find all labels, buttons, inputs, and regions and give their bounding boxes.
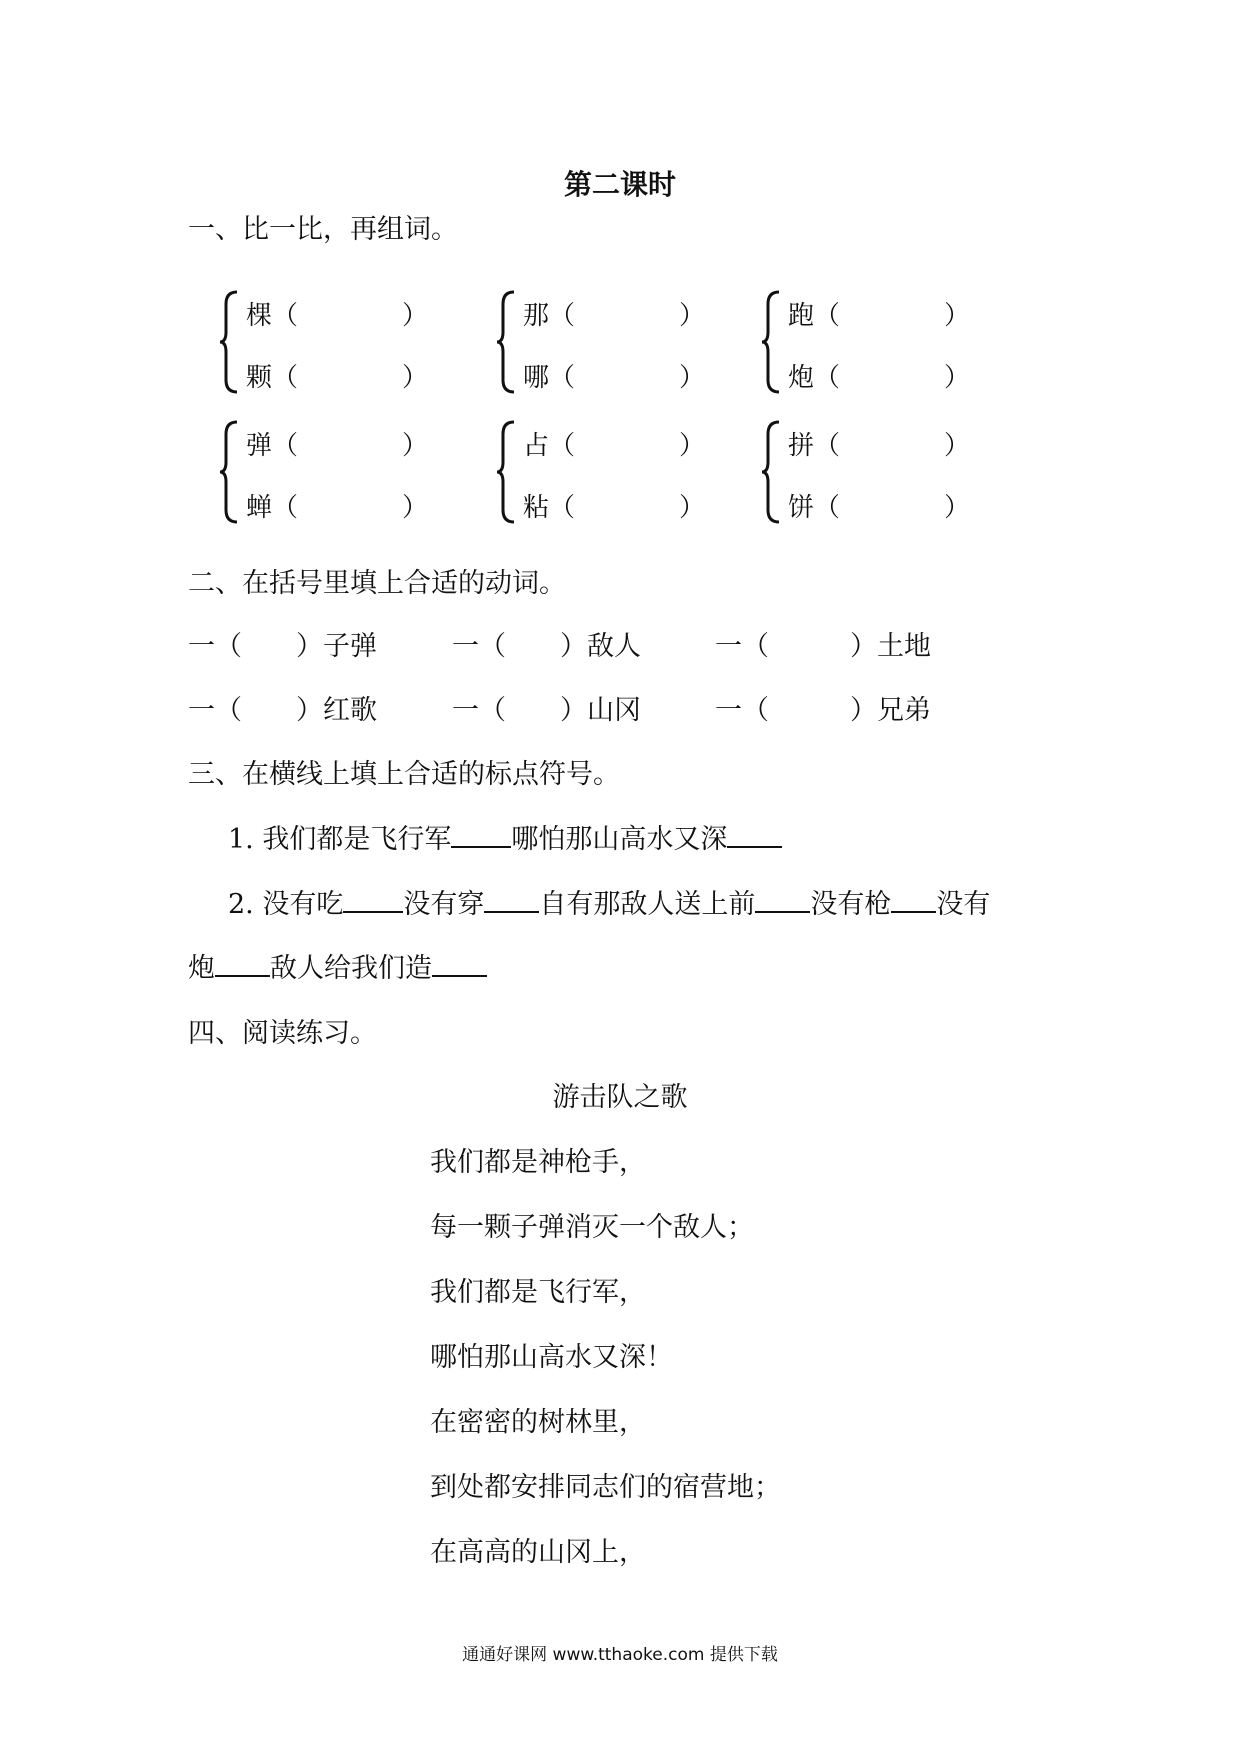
left-brace-icon [760, 420, 782, 524]
sentence-fragment: 没有 [936, 889, 991, 920]
verb-blank-item: 一（ ）敌人 [452, 631, 641, 662]
punctuation-line-2 [228, 882, 990, 921]
answer-blank[interactable] [215, 953, 270, 977]
sentence-fragment: 没有穿 [403, 889, 485, 920]
left-brace-icon [218, 420, 240, 524]
sentence-fragment: 敌人给我们造 [270, 953, 432, 984]
punctuation-line-3 [188, 946, 487, 985]
word-pair-second: 颗（ ） [246, 363, 429, 393]
sentence-fragment: 1. 我们都是飞行军 [228, 824, 452, 855]
word-pair-second: 蝉（ ） [246, 493, 429, 523]
word-pair-second: 饼（ ） [788, 493, 971, 523]
answer-blank[interactable] [891, 889, 936, 913]
answer-blank[interactable] [343, 889, 403, 913]
verb-blank-item: 一（ ）土地 [715, 631, 931, 662]
answer-blank[interactable] [484, 889, 539, 913]
answer-blank[interactable] [727, 824, 782, 848]
poem-line: 在高高的山冈上， [430, 1537, 646, 1568]
sentence-fragment: 炮 [188, 953, 215, 984]
page-title: 第二课时 [563, 168, 676, 201]
word-pair-first: 跑（ ） [788, 301, 971, 331]
left-brace-icon [218, 290, 240, 394]
word-pair-second: 哪（ ） [523, 363, 706, 393]
word-pair-first: 那（ ） [523, 301, 706, 331]
poem-line: 我们都是飞行军， [430, 1277, 646, 1308]
poem-line: 哪怕那山高水又深！ [430, 1342, 673, 1373]
word-pair-second: 炮（ ） [788, 363, 971, 393]
sentence-fragment: 没有枪 [810, 889, 892, 920]
punctuation-line-1 [228, 817, 782, 856]
sentence-fragment: 哪怕那山高水又深 [511, 824, 728, 855]
sentence-fragment: 自有那敌人送上前 [539, 889, 756, 920]
section-4-heading: 四、阅读练习。 [188, 1018, 377, 1049]
word-pair-first: 棵（ ） [246, 301, 429, 331]
section-3-heading: 三、在横线上填上合适的标点符号。 [188, 759, 620, 790]
poem-line: 每一颗子弹消灭一个敌人； [430, 1212, 754, 1243]
word-pair-second: 粘（ ） [523, 493, 706, 523]
word-pair-first: 拼（ ） [788, 431, 971, 461]
verb-blank-item: 一（ ）山冈 [452, 695, 641, 726]
poem-title: 游击队之歌 [552, 1082, 688, 1113]
left-brace-icon [495, 290, 517, 394]
word-pair-first: 弹（ ） [246, 431, 429, 461]
verb-blank-item: 一（ ）兄弟 [715, 695, 931, 726]
word-pair-group [760, 290, 1000, 400]
poem-line: 我们都是神枪手， [430, 1147, 646, 1178]
poem-line: 在密密的树林里， [430, 1407, 646, 1438]
left-brace-icon [495, 420, 517, 524]
footer-watermark: 通通好课网 www.tthaoke.com 提供下载 [462, 1645, 778, 1665]
answer-blank[interactable] [755, 889, 810, 913]
word-pair-first: 占（ ） [523, 431, 706, 461]
word-pair-group [218, 420, 458, 530]
word-pair-group [495, 420, 735, 530]
poem-line: 到处都安排同志们的宿营地； [430, 1472, 781, 1503]
word-pair-group [495, 290, 735, 400]
word-pair-group [218, 290, 458, 400]
word-pair-group [760, 420, 1000, 530]
answer-blank[interactable] [451, 824, 511, 848]
left-brace-icon [760, 290, 782, 394]
verb-blank-item: 一（ ）红歌 [188, 695, 377, 726]
section-1-heading: 一、比一比，再组词。 [188, 214, 458, 245]
answer-blank[interactable] [432, 953, 487, 977]
verb-blank-item: 一（ ）子弹 [188, 631, 377, 662]
section-2-heading: 二、在括号里填上合适的动词。 [188, 568, 566, 599]
sentence-fragment: 2. 没有吃 [228, 889, 344, 920]
